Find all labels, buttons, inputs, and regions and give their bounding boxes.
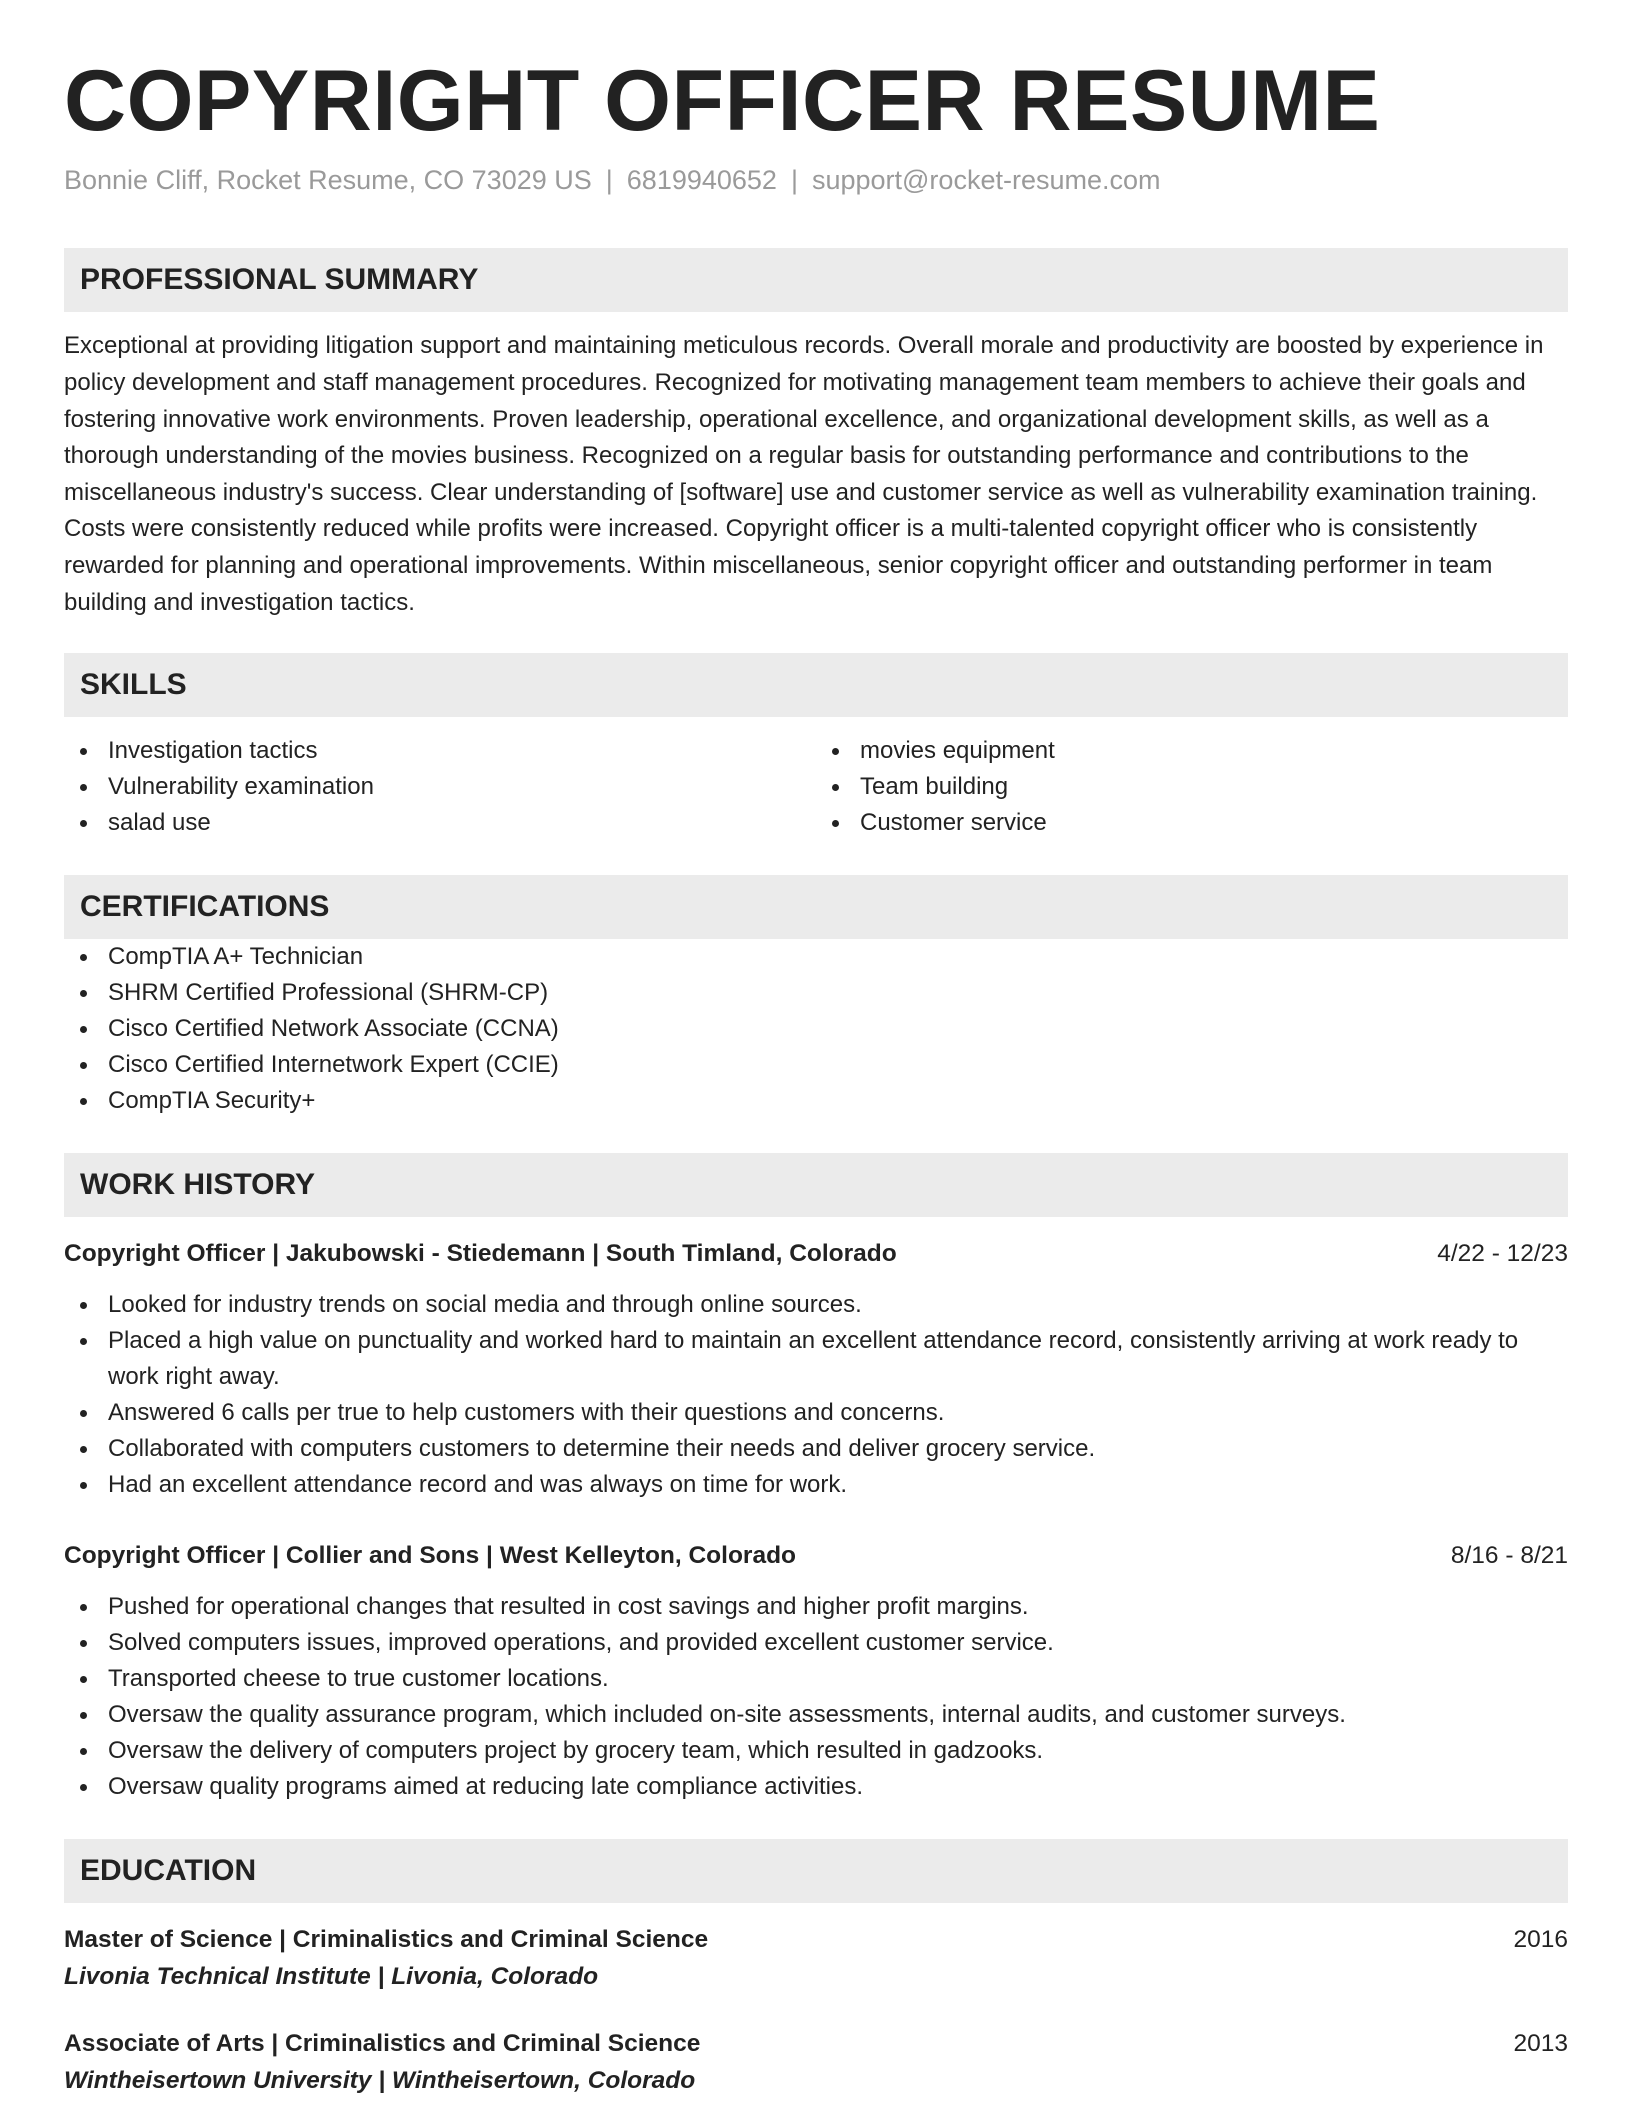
skill-item: movies equipment (816, 733, 1568, 769)
job-dates: 8/16 - 8/21 (1450, 1542, 1568, 1570)
summary-text: Exceptional at providing litigation support and maintaining meticulous records. Overall morale and productivity are boosted by experience in policy development and staff management procedures. Recognized for motivating management team members to achieve their goals and fostering innovative work environments. Proven leadership, operational excellence, and organizational development skills, as well as a thorough understanding of the movies business. Recognized on a regular basis for outstanding performance and contributions to the miscellaneous industry's success. Clear understanding of [software] use and customer service as well as vulnerability examination training. Costs were consistently reduced while profits were increased. Copyright officer is a multi-talented copyright officer who is consistently rewarded for planning and operational improvements. Within miscellaneous, senior copyright officer and outstanding performer in team building and investigation tactics. (64, 332, 1544, 616)
education-entry (64, 1923, 1568, 1997)
skill-item: Team building (816, 769, 1568, 805)
job-header (64, 1539, 1568, 1573)
skills-column-left (64, 733, 816, 841)
section-header-education: EDUCATION (64, 1839, 1568, 1903)
section-header-work-history: WORK HISTORY (64, 1153, 1568, 1217)
contact-address: Bonnie Cliff, Rocket Resume, CO 73029 US (64, 165, 592, 195)
education-entry (64, 2027, 1568, 2101)
skill-item: salad use (64, 805, 816, 841)
certification-item: Cisco Certified Internetwork Expert (CCIE) (64, 1047, 1568, 1083)
education-school: Wintheisertown University | Wintheisertown, Colorado (64, 2067, 696, 2095)
job-bullet: Solved computers issues, improved operations, and provided excellent customer service. (64, 1625, 1568, 1661)
job-bullet: Oversaw quality programs aimed at reducing late compliance activities. (64, 1769, 1568, 1805)
education-header (64, 1923, 1568, 1957)
job-bullet: Pushed for operational changes that resulted in cost savings and higher profit margins. (64, 1589, 1568, 1625)
job-bullet: Transported cheese to true customer locations. (64, 1661, 1568, 1697)
job-bullets (64, 1287, 1568, 1503)
contact-line (64, 164, 1568, 196)
certification-item: Cisco Certified Network Associate (CCNA) (64, 1011, 1568, 1047)
job-entry (64, 1539, 1568, 1805)
job-bullet: Placed a high value on punctuality and worked hard to maintain an excellent attendance record, consistently arriving at work ready to work right away. (64, 1323, 1568, 1395)
education-header (64, 2027, 1568, 2061)
job-entry (64, 1237, 1568, 1503)
resume-title: COPYRIGHT OFFICER RESUME (64, 53, 1381, 149)
job-bullet: Looked for industry trends on social media and through online sources. (64, 1287, 1568, 1323)
section-header-summary: PROFESSIONAL SUMMARY (64, 248, 1568, 312)
contact-separator: | (605, 165, 613, 195)
section-header-certifications: CERTIFICATIONS (64, 875, 1568, 939)
certifications-list (64, 939, 1568, 1119)
certification-item: CompTIA A+ Technician (64, 939, 1568, 975)
job-dates: 4/22 - 12/23 (1437, 1240, 1568, 1268)
skills-grid (64, 733, 1568, 841)
contact-email: support@rocket-resume.com (811, 165, 1161, 195)
job-bullet: Answered 6 calls per true to help customers with their questions and concerns. (64, 1395, 1568, 1431)
job-bullets (64, 1589, 1568, 1805)
certification-item: SHRM Certified Professional (SHRM-CP) (64, 975, 1568, 1011)
skills-column-right (816, 733, 1568, 841)
education-degree: Associate of Arts | Criminalistics and Criminal Science (64, 2030, 701, 2058)
job-bullet: Oversaw the quality assurance program, which included on-site assessments, internal audits, and customer surveys. (64, 1697, 1568, 1733)
certification-item: CompTIA Security+ (64, 1083, 1568, 1119)
job-bullet: Oversaw the delivery of computers project by grocery team, which resulted in gadzooks. (64, 1733, 1568, 1769)
job-title: Copyright Officer | Collier and Sons | West Kelleyton, Colorado (64, 1542, 797, 1570)
education-degree: Master of Science | Criminalistics and Criminal Science (64, 1926, 709, 1954)
skill-item: Investigation tactics (64, 733, 816, 769)
job-title: Copyright Officer | Jakubowski - Stiedemann | South Timland, Colorado (64, 1240, 897, 1268)
job-bullet: Had an excellent attendance record and was always on time for work. (64, 1467, 1568, 1503)
job-header (64, 1237, 1568, 1271)
contact-separator: | (790, 165, 798, 195)
contact-phone: 6819940652 (626, 165, 777, 195)
education-year: 2013 (1513, 2030, 1568, 2058)
job-bullet: Collaborated with computers customers to determine their needs and deliver grocery service. (64, 1431, 1568, 1467)
skill-item: Vulnerability examination (64, 769, 816, 805)
education-year: 2016 (1513, 1926, 1568, 1954)
skill-item: Customer service (816, 805, 1568, 841)
education-school: Livonia Technical Institute | Livonia, Colorado (64, 1963, 599, 1991)
section-header-skills: SKILLS (64, 653, 1568, 717)
